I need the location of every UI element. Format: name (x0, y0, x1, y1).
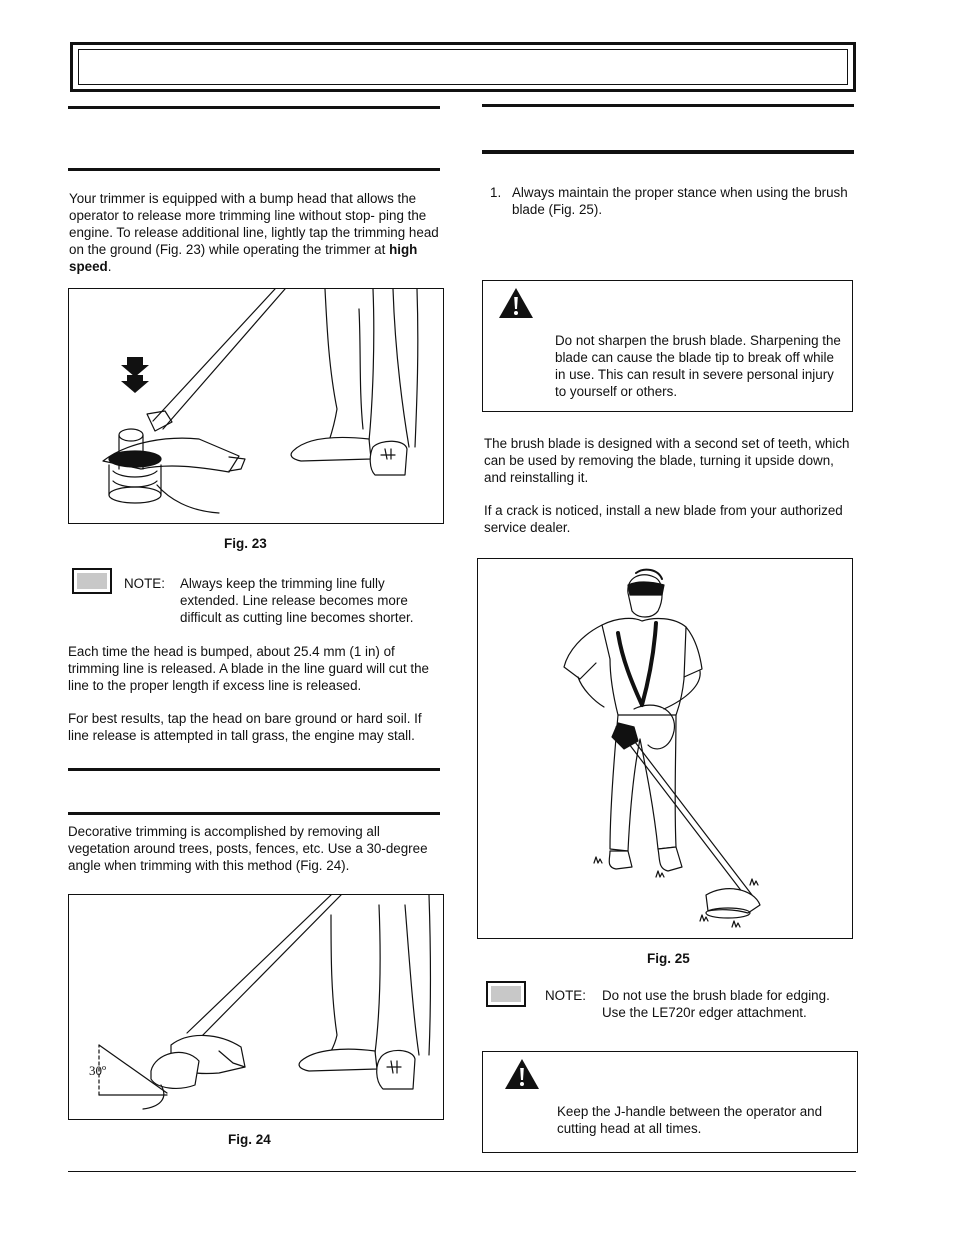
section-rule-bottom (68, 812, 440, 815)
warning-triangle-icon (504, 1058, 540, 1090)
decorative-trimming-paragraph: Decorative trimming is accomplished by removing all vegetation around trees, posts, fences, etc. Use a 30-degree angle when trimming with this method (Fig. 24). (68, 824, 428, 873)
warning-text: Keep the J-handle between the operator and cutting head at all times. (557, 1104, 823, 1136)
warning-triangle-icon (498, 287, 534, 319)
figure-23-caption: Fig. 23 (224, 536, 267, 551)
best-results-paragraph: For best results, tap the head on bare ground or hard soil. If line release is attempted in tall grass, the engine may stall. (68, 711, 422, 743)
section-rule-bottom (68, 168, 440, 171)
bump-head-intro: Your trimmer is equipped with a bump head that allows the operator to release more trimming line without stop- ping the engine. To release additional line, lightly tap the trimming head on the ground (Fig. 23) while operating the trimmer at high speed. (69, 191, 439, 274)
figure-25-caption: Fig. 25 (647, 951, 690, 966)
warning-box-j-handle (482, 1051, 858, 1153)
figure-24 (68, 894, 444, 1120)
footer-rule (68, 1171, 856, 1172)
note-icon (486, 981, 526, 1007)
section-rule-top (68, 106, 440, 109)
note-text: Do not use the brush blade for edging. Use the LE720r edger attachment. (602, 988, 830, 1020)
bump-head-illustration (69, 289, 443, 523)
operator-stance-illustration (478, 559, 852, 938)
angle-label: 30º (89, 1063, 107, 1078)
section-rule-bottom (482, 150, 854, 154)
note-label: NOTE: (545, 988, 586, 1003)
note-text: Always keep the trimming line fully extended. Line release becomes more difficult as cutting line becomes shorter. (180, 576, 414, 625)
second-teeth-paragraph: The brush blade is designed with a second set of teeth, which can be used by removing the blade, turning it upside down, and reinstalling it. (484, 436, 850, 485)
bump-release-paragraph: Each time the head is bumped, about 25.4 mm (1 in) of trimming line is released. A blade in the line guard will cut the line to the proper length if excess line is released. (68, 644, 429, 693)
decorative-trimming-illustration (69, 895, 443, 1119)
step-text: Always maintain the proper stance when using the brush blade (Fig. 25). (512, 185, 848, 217)
step-number: 1. (490, 185, 502, 200)
warning-text: Do not sharpen the brush blade. Sharpening the blade can cause the blade tip to break off while in use. This can result in severe personal injury to yourself or others. (555, 333, 841, 399)
note-label: NOTE: (124, 576, 165, 591)
warning-box-sharpen (482, 280, 853, 412)
figure-23 (68, 288, 444, 524)
note-icon (72, 568, 112, 594)
section-rule-top (68, 768, 440, 771)
figure-25 (477, 558, 853, 939)
crack-paragraph: If a crack is noticed, install a new blade from your authorized service dealer. (484, 503, 843, 535)
figure-24-caption: Fig. 24 (228, 1132, 271, 1147)
page-title-frame (70, 42, 856, 92)
page-title-inner-frame (78, 49, 848, 85)
section-rule-top (482, 104, 854, 107)
